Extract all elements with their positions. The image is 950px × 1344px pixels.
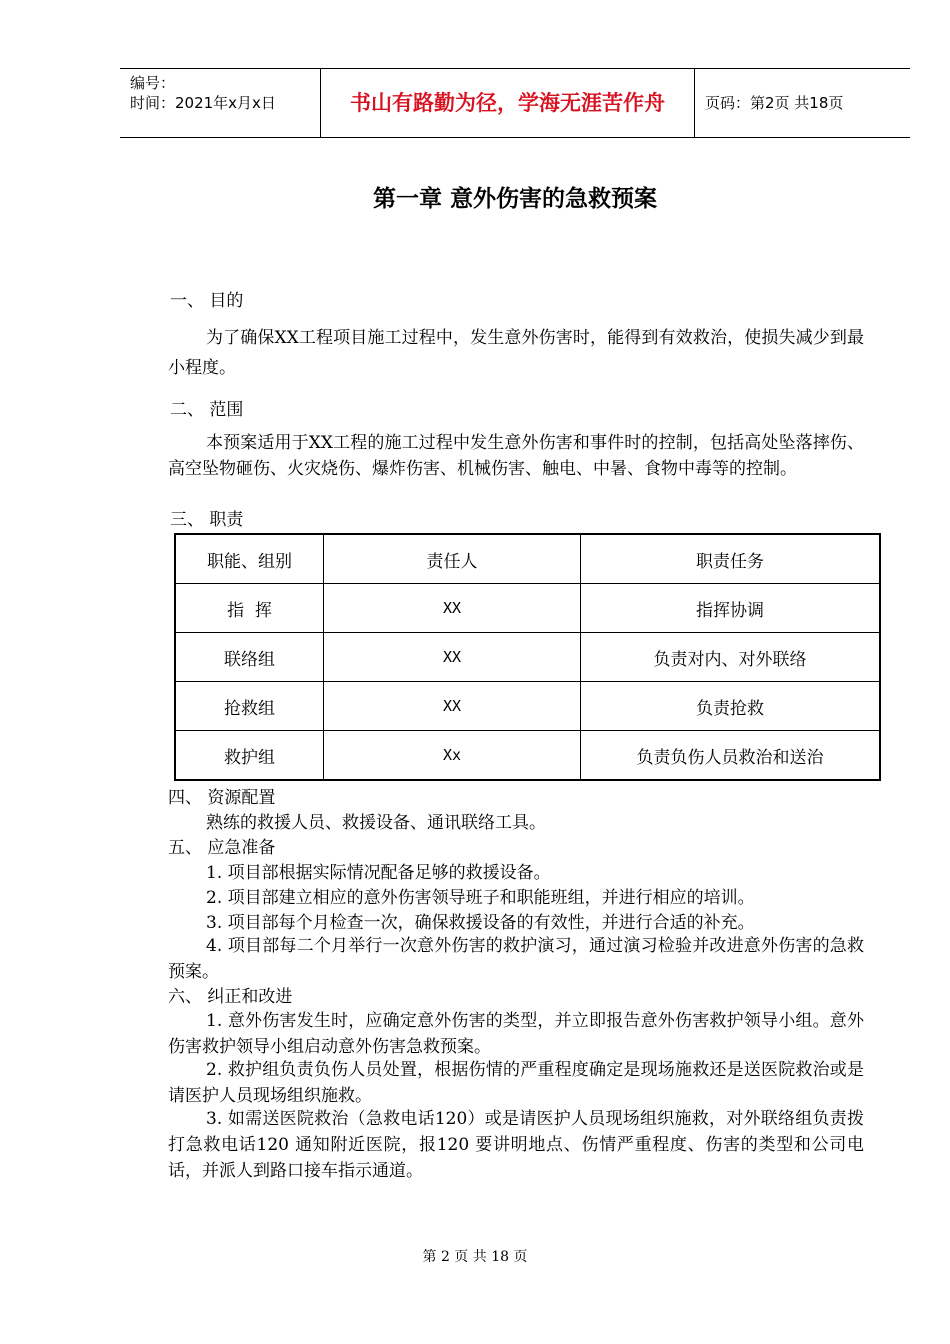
- table-row: [175, 682, 880, 731]
- table-cell: 指挥协调: [581, 584, 881, 633]
- table-cell: 指 挥: [175, 584, 324, 633]
- table-cell: 抢救组: [175, 682, 324, 731]
- table-cell: 负责抢救: [581, 682, 881, 731]
- section-heading-duties: 三、 职责: [170, 510, 244, 530]
- table-header: 职责任务: [581, 534, 881, 584]
- table-cell: XX: [324, 633, 581, 682]
- table-row: [175, 731, 880, 781]
- list-item: 4. 项目部每二个月举行一次意外伤害的救护演习，通过演习检验并改进意外伤害的急救预案。: [168, 936, 864, 982]
- section-heading-preparation: 五、 应急准备: [168, 838, 276, 858]
- table-cell: 负责负伤人员救治和送治: [581, 731, 881, 781]
- page-header: [120, 68, 910, 138]
- header-page-label: 页码：第2页 共18页: [705, 94, 844, 112]
- table-cell: 负责对内、对外联络: [581, 633, 881, 682]
- table-cell: XX: [324, 682, 581, 731]
- table-cell: 联络组: [175, 633, 324, 682]
- section-body-resources: 熟练的救援人员、救援设备、通讯联络工具。: [206, 813, 546, 833]
- table-cell: 救护组: [175, 731, 324, 781]
- page-footer: 第 2 页 共 18 页: [422, 1249, 528, 1265]
- list-item: 1. 项目部根据实际情况配备足够的救援设备。: [206, 863, 551, 883]
- table-header: 责任人: [324, 534, 581, 584]
- section-heading-purpose: 一、 目的: [170, 291, 244, 311]
- section-body-purpose: 为了确保XX工程项目施工过程中，发生意外伤害时，能得到有效救治，使损失减少到最小程度。: [168, 328, 864, 378]
- section-heading-scope: 二、 范围: [170, 400, 244, 420]
- list-item: 2. 项目部建立相应的意外伤害领导班子和职能班组，并进行相应的培训。: [206, 888, 755, 908]
- list-item: 1. 意外伤害发生时，应确定意外伤害的类型，并立即报告意外伤害救护领导小组。意外伤害救护领导小组启动意外伤害急救预案。: [168, 1011, 864, 1057]
- table-row: [175, 633, 880, 682]
- table-header: 职能、组别: [175, 534, 324, 584]
- list-item: 3. 如需送医院救治（急救电话120）或是请医护人员现场组织施救，对外联络组负责拨打急救电话120 通知附近医院，报120 要讲明地点、伤情严重程度、伤害的类型和公司电话，并派人到路口接车指示通道。: [168, 1109, 864, 1181]
- section-heading-correction: 六、 纠正和改进: [168, 987, 293, 1007]
- header-meta: [130, 73, 276, 113]
- header-motto: 书山有路勤为径，学海无涯苦作舟: [350, 91, 665, 115]
- header-divider: [694, 69, 695, 137]
- table-cell: Xx: [324, 731, 581, 781]
- list-item: 2. 救护组负责负伤人员处置，根据伤情的严重程度确定是现场施救还是送医院救治或是请医护人员现场组织施救。: [168, 1060, 864, 1106]
- section-heading-resources: 四、 资源配置: [168, 788, 276, 808]
- table-row: [175, 584, 880, 633]
- table-header-row: [175, 534, 880, 584]
- number-label: 编号：: [130, 74, 176, 92]
- section-body-scope: 本预案适用于XX工程的施工过程中发生意外伤害和事件时的控制，包括高处坠落摔伤、高空坠物砸伤、火灾烧伤、爆炸伤害、机械伤害、触电、中暑、食物中毒等的控制。: [168, 433, 864, 479]
- time-label: 时间：2021年x月x日: [130, 94, 276, 112]
- table-cell: XX: [324, 584, 581, 633]
- duties-table: [174, 533, 881, 781]
- chapter-title: 第一章 意外伤害的急救预案: [372, 186, 657, 212]
- list-item: 3. 项目部每个月检查一次，确保救援设备的有效性，并进行合适的补充。: [206, 913, 755, 933]
